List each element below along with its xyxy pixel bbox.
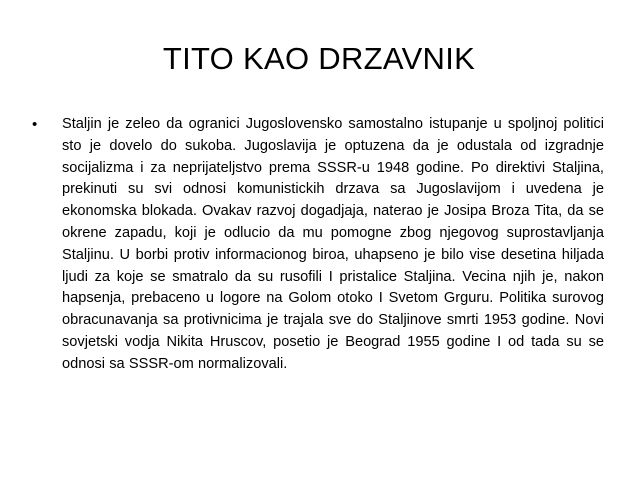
slide-title: TITO KAO DRZAVNIK (162, 41, 476, 76)
bullet-item (32, 114, 604, 376)
bullet-marker: • (32, 116, 38, 133)
bullet-text: Staljin je zeleo da ogranici Jugoslovensko samostalno istupanje u spoljnoj politici sto je dovelo do sukoba. Jugoslavija je optuzena da je odustala od izgradnje socijalizma i za neprijateljstvo prema SSSR-u 1948 godine. Po direktivi Staljina, prekinuti su svi odnosi komunistickih drzava sa Jugoslavijom i uvedena je ekonomska blokada. Ovakav razvoj dogadjaja, naterao je Josipa Broza Tita, da se okrene zapadu, koji je odlucio da mu pomogne zbog njegovog suprostavljanja Staljinu. U borbi protiv informacionog biroa, uhapseno je bilo vise desetina hiljada ljudi za koje se smatralo da su rusofili I pristalice Staljina. Vecina njih je, nakon hapsenja, prebaceno u logore na Golom otoko I Svetom Grguru. Politika surovog obracunavanja sa protivnicima je trajala sve do Staljinove smrti 1953 godine. Novi sovjetski vodja Nikita Hruscov, posetio je Beograd 1955 godine I od tada su se odnosi sa SSSR-om normalizovali. (62, 116, 604, 372)
bullet-list (32, 114, 604, 376)
